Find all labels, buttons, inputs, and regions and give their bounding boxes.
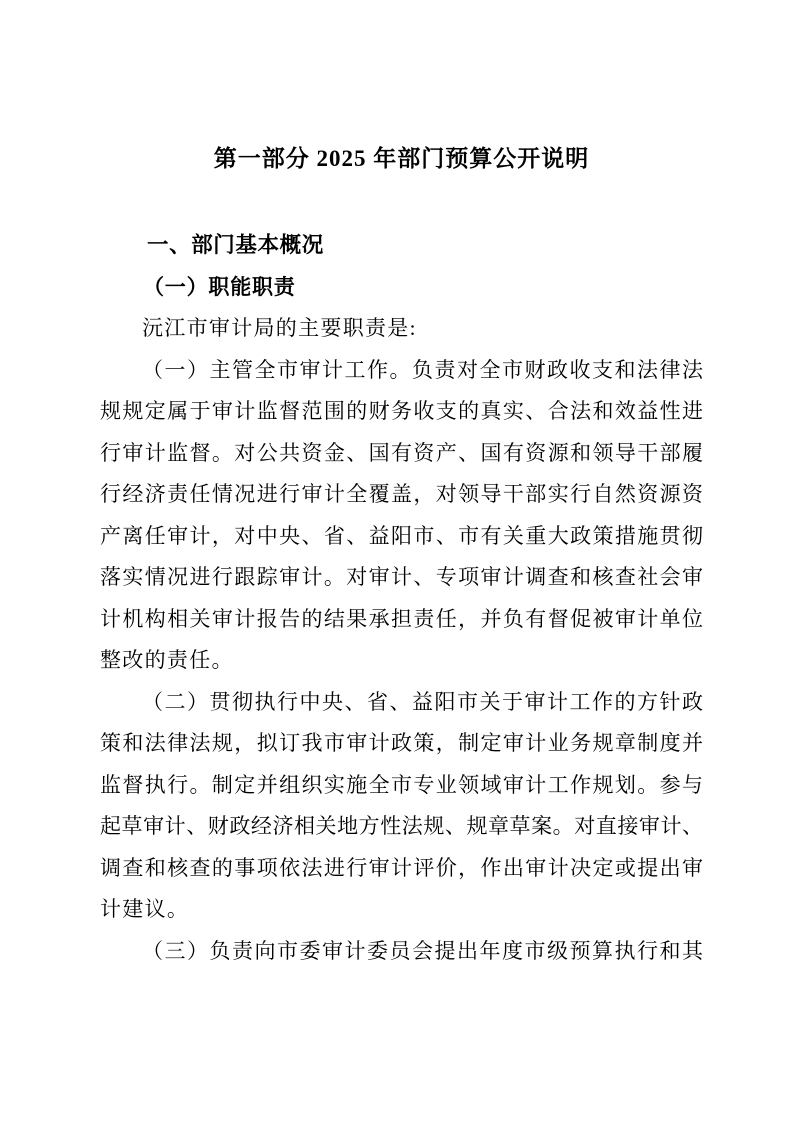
body-text-line: 落实情况进行跟踪审计。对审计、专项审计调查和核查社会审 xyxy=(100,565,703,589)
body-text-line: 监督执行。制定并组织实施全市专业领域审计工作规划。参与 xyxy=(100,772,703,797)
body-text-line: 调查和核查的事项依法进行审计评价，作出审计决定或提出审 xyxy=(100,855,703,880)
document-content xyxy=(0,144,793,972)
body-text-line: （三）负责向市委审计委员会提出年度市级预算执行和其 xyxy=(142,938,703,963)
body-text-line: （二）贯彻执行中央、省、益阳市关于审计工作的方针政 xyxy=(142,689,703,714)
body-text-line: 计建议。 xyxy=(100,897,190,921)
document-body xyxy=(100,225,703,972)
body-text-line: 规规定属于审计监督范围的财务收支的真实、合法和效益性进 xyxy=(100,399,703,423)
body-text-line: 计机构相关审计报告的结果承担责任，并负有督促被审计单位 xyxy=(100,606,703,631)
body-text-line: 起草审计、财政经济相关地方性法规、规章草案。对直接审计、 xyxy=(100,814,703,838)
body-text-line: 行审计监督。对公共资金、国有资产、国有资源和领导干部履 xyxy=(100,440,703,465)
section-heading: 一、部门基本概况 xyxy=(147,233,324,257)
body-text-line: 整改的责任。 xyxy=(100,648,234,672)
subsection-heading: （一）职能职责 xyxy=(143,275,296,299)
body-text-line: 行经济责任情况进行审计全覆盖，对领导干部实行自然资源资 xyxy=(100,482,703,506)
body-text-line: （一）主管全市审计工作。负责对全市财政收支和法律法 xyxy=(142,357,703,382)
body-text-line: 沅江市审计局的主要职责是: xyxy=(142,316,417,340)
page-title: 第一部分 2025 年部门预算公开说明 xyxy=(213,146,590,171)
body-text-line: 产离任审计，对中央、省、益阳市、市有关重大政策措施贯彻 xyxy=(100,523,703,548)
body-text-line: 策和法律法规，拟订我市审计政策，制定审计业务规章制度并 xyxy=(100,731,703,755)
